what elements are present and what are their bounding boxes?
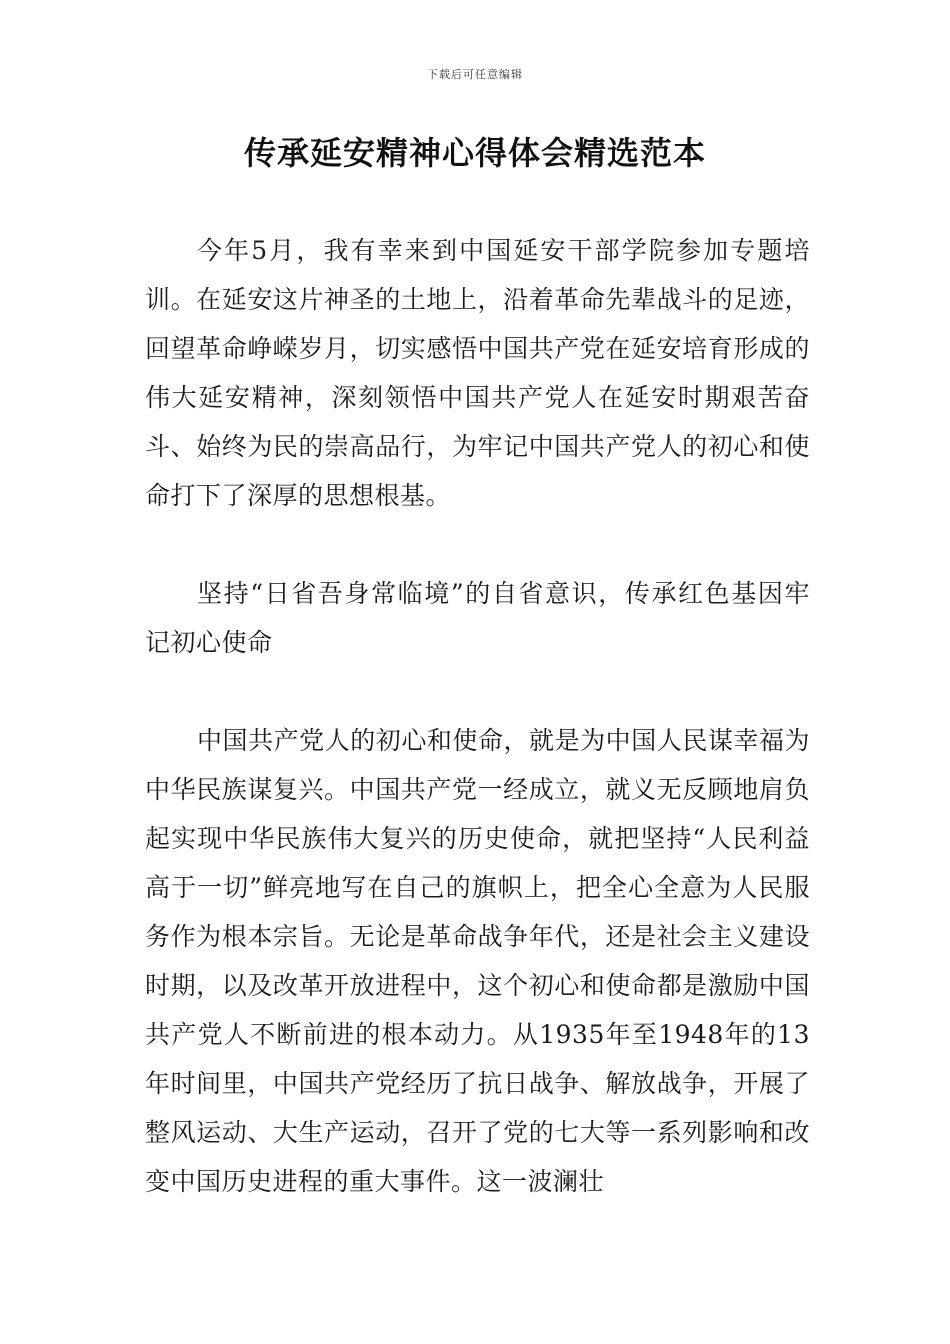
paragraph-intro: 今年5月，我有幸来到中国延安干部学院参加专题培训。在延安这片神圣的土地上，沿着革命先辈战斗的足迹，回望革命峥嵘岁月，切实感悟中国共产党在延安培育形成的伟大延安精神，深刻领悟中国共产党人在延安时期艰苦奋斗、始终为民的崇高品行，为牢记中国共产党人的初心和使命打下了深厚的思想根基。 (145, 236, 810, 510)
paragraph-body: 中国共产党人的初心和使命，就是为中国人民谋幸福为中华民族谋复兴。中国共产党一经成立，就义无反顾地肩负起实现中华民族伟大复兴的历史使命，就把坚持“人民利益高于一切”鲜亮地写在自己的旗帜上，把全心全意为人民服务作为根本宗旨。无论是革命战争年代，还是社会主义建设时期，以及改革开放进程中，这个初心和使命都是激励中国共产党人不断前进的根本动力。从1935年至1948年的13年时间里，中国共产党经历了抗日战争、解放战争，开展了整风运动、大生产运动，召开了党的七大等一系列影响和改变中国历史进程的重大事件。这一波澜壮 (145, 726, 810, 1196)
header-note: 下载后可任意编辑 (427, 68, 523, 81)
paragraph-gap (145, 667, 810, 716)
paragraph-gap (145, 520, 810, 569)
document-body (145, 226, 810, 1206)
document-title: 传承延安精神心得体会精选范本 (243, 134, 706, 172)
paragraph-section-heading: 坚持“日省吾身常临境”的自省意识，传承红色基因牢记初心使命 (145, 579, 810, 657)
